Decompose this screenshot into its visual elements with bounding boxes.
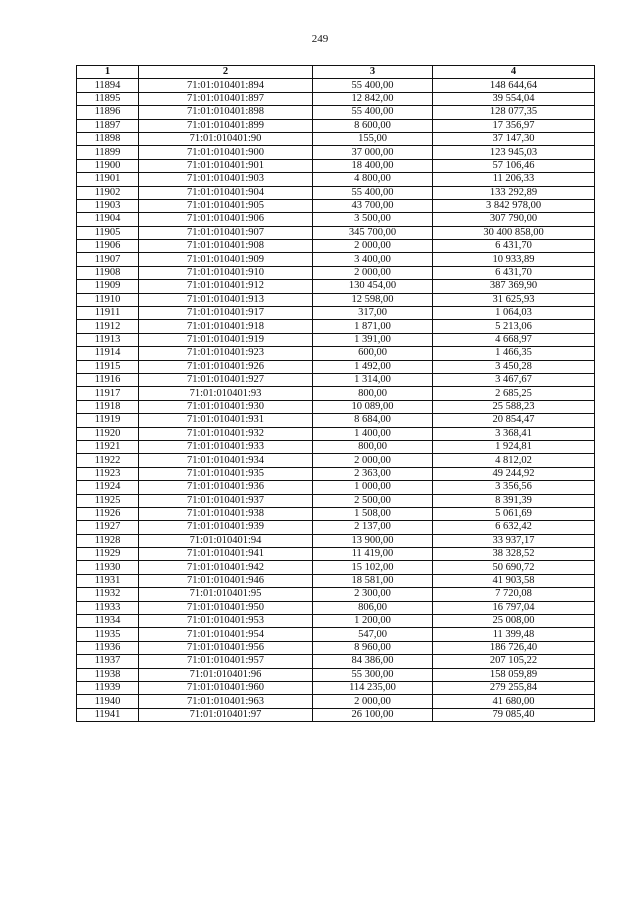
table-row: [77, 92, 595, 105]
row-number-cell: 11897: [77, 119, 139, 132]
area-cell: 1 391,00: [313, 333, 433, 346]
value-cell: 5 213,06: [433, 320, 595, 333]
value-cell: 4 812,02: [433, 454, 595, 467]
column-header: 2: [139, 66, 313, 79]
area-cell: 1 200,00: [313, 615, 433, 628]
row-number-cell: 11906: [77, 240, 139, 253]
area-cell: 18 581,00: [313, 574, 433, 587]
table-row: [77, 360, 595, 373]
area-cell: 15 102,00: [313, 561, 433, 574]
row-number-cell: 11937: [77, 655, 139, 668]
row-number-cell: 11932: [77, 588, 139, 601]
row-number-cell: 11927: [77, 521, 139, 534]
area-cell: 11 419,00: [313, 548, 433, 561]
table-row: [77, 400, 595, 413]
value-cell: 16 797,04: [433, 601, 595, 614]
value-cell: 31 625,93: [433, 293, 595, 306]
cadastral-number-cell: 71:01:010401:941: [139, 548, 313, 561]
table-row: [77, 655, 595, 668]
row-number-cell: 11922: [77, 454, 139, 467]
cadastral-number-cell: 71:01:010401:953: [139, 615, 313, 628]
row-number-cell: 11929: [77, 548, 139, 561]
cadastral-number-cell: 71:01:010401:917: [139, 307, 313, 320]
value-cell: 2 685,25: [433, 387, 595, 400]
row-number-cell: 11914: [77, 347, 139, 360]
cadastral-number-cell: 71:01:010401:898: [139, 106, 313, 119]
table-row: [77, 307, 595, 320]
table-row: [77, 481, 595, 494]
table-row: [77, 521, 595, 534]
area-cell: 84 386,00: [313, 655, 433, 668]
area-cell: 1 492,00: [313, 360, 433, 373]
column-header: 3: [313, 66, 433, 79]
row-number-cell: 11907: [77, 253, 139, 266]
cadastral-number-cell: 71:01:010401:918: [139, 320, 313, 333]
table-row: [77, 440, 595, 453]
cadastral-number-cell: 71:01:010401:956: [139, 641, 313, 654]
row-number-cell: 11935: [77, 628, 139, 641]
table-row: [77, 695, 595, 708]
table-row: [77, 708, 595, 721]
area-cell: 114 235,00: [313, 681, 433, 694]
value-cell: 6 632,42: [433, 521, 595, 534]
cadastral-number-cell: 71:01:010401:897: [139, 92, 313, 105]
area-cell: 2 000,00: [313, 266, 433, 279]
table-row: [77, 173, 595, 186]
table-row: [77, 240, 595, 253]
value-cell: 33 937,17: [433, 534, 595, 547]
row-number-cell: 11910: [77, 293, 139, 306]
area-cell: 8 600,00: [313, 119, 433, 132]
value-cell: 387 369,90: [433, 280, 595, 293]
value-cell: 38 328,52: [433, 548, 595, 561]
table-row: [77, 601, 595, 614]
cadastral-number-cell: 71:01:010401:96: [139, 668, 313, 681]
cadastral-number-cell: 71:01:010401:936: [139, 481, 313, 494]
area-cell: 806,00: [313, 601, 433, 614]
value-cell: 17 356,97: [433, 119, 595, 132]
area-cell: 12 598,00: [313, 293, 433, 306]
cadastral-number-cell: 71:01:010401:97: [139, 708, 313, 721]
row-number-cell: 11909: [77, 280, 139, 293]
cadastral-number-cell: 71:01:010401:960: [139, 681, 313, 694]
value-cell: 8 391,39: [433, 494, 595, 507]
row-number-cell: 11930: [77, 561, 139, 574]
cadastral-number-cell: 71:01:010401:906: [139, 213, 313, 226]
value-cell: 6 431,70: [433, 266, 595, 279]
value-cell: 1 064,03: [433, 307, 595, 320]
table-row: [77, 119, 595, 132]
column-header: 4: [433, 66, 595, 79]
value-cell: 25 588,23: [433, 400, 595, 413]
value-cell: 158 059,89: [433, 668, 595, 681]
cadastral-number-cell: 71:01:010401:942: [139, 561, 313, 574]
area-cell: 1 000,00: [313, 481, 433, 494]
table-row: [77, 199, 595, 212]
area-cell: 8 960,00: [313, 641, 433, 654]
row-number-cell: 11896: [77, 106, 139, 119]
cadastral-number-cell: 71:01:010401:931: [139, 414, 313, 427]
value-cell: 279 255,84: [433, 681, 595, 694]
cadastral-number-cell: 71:01:010401:950: [139, 601, 313, 614]
row-number-cell: 11941: [77, 708, 139, 721]
value-cell: 25 008,00: [433, 615, 595, 628]
table-row: [77, 146, 595, 159]
table-row: [77, 213, 595, 226]
row-number-cell: 11924: [77, 481, 139, 494]
cadastral-number-cell: 71:01:010401:946: [139, 574, 313, 587]
cadastral-number-cell: 71:01:010401:926: [139, 360, 313, 373]
table-row: [77, 253, 595, 266]
row-number-cell: 11899: [77, 146, 139, 159]
table-row: [77, 106, 595, 119]
table-body: [77, 79, 595, 722]
cadastral-number-cell: 71:01:010401:932: [139, 427, 313, 440]
table-header-row: [77, 66, 595, 79]
cadastral-number-cell: 71:01:010401:908: [139, 240, 313, 253]
area-cell: 13 900,00: [313, 534, 433, 547]
row-number-cell: 11919: [77, 414, 139, 427]
row-number-cell: 11900: [77, 159, 139, 172]
table-row: [77, 226, 595, 239]
area-cell: 3 400,00: [313, 253, 433, 266]
area-cell: 2 300,00: [313, 588, 433, 601]
area-cell: 317,00: [313, 307, 433, 320]
row-number-cell: 11923: [77, 467, 139, 480]
value-cell: 57 106,46: [433, 159, 595, 172]
row-number-cell: 11917: [77, 387, 139, 400]
cadastral-number-cell: 71:01:010401:933: [139, 440, 313, 453]
row-number-cell: 11933: [77, 601, 139, 614]
area-cell: 55 400,00: [313, 79, 433, 92]
cadastral-number-cell: 71:01:010401:923: [139, 347, 313, 360]
table-row: [77, 387, 595, 400]
cadastral-number-cell: 71:01:010401:904: [139, 186, 313, 199]
value-cell: 207 105,22: [433, 655, 595, 668]
value-cell: 5 061,69: [433, 507, 595, 520]
value-cell: 7 720,08: [433, 588, 595, 601]
table-row: [77, 588, 595, 601]
cadastral-number-cell: 71:01:010401:957: [139, 655, 313, 668]
value-cell: 41 903,58: [433, 574, 595, 587]
table-row: [77, 628, 595, 641]
row-number-cell: 11911: [77, 307, 139, 320]
row-number-cell: 11928: [77, 534, 139, 547]
area-cell: 2 000,00: [313, 695, 433, 708]
cadastral-number-cell: 71:01:010401:913: [139, 293, 313, 306]
cadastral-number-cell: 71:01:010401:934: [139, 454, 313, 467]
table-row: [77, 507, 595, 520]
area-cell: 1 400,00: [313, 427, 433, 440]
cadastral-number-cell: 71:01:010401:939: [139, 521, 313, 534]
cadastral-number-cell: 71:01:010401:912: [139, 280, 313, 293]
table-row: [77, 561, 595, 574]
table-row: [77, 414, 595, 427]
row-number-cell: 11895: [77, 92, 139, 105]
table-row: [77, 79, 595, 92]
cadastral-number-cell: 71:01:010401:899: [139, 119, 313, 132]
area-cell: 547,00: [313, 628, 433, 641]
area-cell: 37 000,00: [313, 146, 433, 159]
area-cell: 43 700,00: [313, 199, 433, 212]
cadastral-number-cell: 71:01:010401:900: [139, 146, 313, 159]
data-table: [76, 65, 595, 722]
area-cell: 800,00: [313, 440, 433, 453]
area-cell: 55 400,00: [313, 106, 433, 119]
table-row: [77, 641, 595, 654]
value-cell: 3 368,41: [433, 427, 595, 440]
value-cell: 20 854,47: [433, 414, 595, 427]
area-cell: 55 300,00: [313, 668, 433, 681]
table-row: [77, 132, 595, 145]
area-cell: 800,00: [313, 387, 433, 400]
table-row: [77, 668, 595, 681]
cadastral-number-cell: 71:01:010401:94: [139, 534, 313, 547]
cadastral-number-cell: 71:01:010401:930: [139, 400, 313, 413]
cadastral-number-cell: 71:01:010401:919: [139, 333, 313, 346]
row-number-cell: 11918: [77, 400, 139, 413]
area-cell: 2 363,00: [313, 467, 433, 480]
row-number-cell: 11921: [77, 440, 139, 453]
value-cell: 11 206,33: [433, 173, 595, 186]
row-number-cell: 11913: [77, 333, 139, 346]
table-row: [77, 333, 595, 346]
row-number-cell: 11908: [77, 266, 139, 279]
row-number-cell: 11901: [77, 173, 139, 186]
value-cell: 11 399,48: [433, 628, 595, 641]
area-cell: 155,00: [313, 132, 433, 145]
table-row: [77, 427, 595, 440]
table-row: [77, 266, 595, 279]
cadastral-number-cell: 71:01:010401:95: [139, 588, 313, 601]
row-number-cell: 11898: [77, 132, 139, 145]
area-cell: 8 684,00: [313, 414, 433, 427]
cadastral-number-cell: 71:01:010401:909: [139, 253, 313, 266]
table-row: [77, 293, 595, 306]
value-cell: 307 790,00: [433, 213, 595, 226]
row-number-cell: 11939: [77, 681, 139, 694]
area-cell: 4 800,00: [313, 173, 433, 186]
row-number-cell: 11931: [77, 574, 139, 587]
row-number-cell: 11934: [77, 615, 139, 628]
cadastral-number-cell: 71:01:010401:93: [139, 387, 313, 400]
cadastral-number-cell: 71:01:010401:907: [139, 226, 313, 239]
table-row: [77, 347, 595, 360]
table-row: [77, 159, 595, 172]
cadastral-number-cell: 71:01:010401:963: [139, 695, 313, 708]
row-number-cell: 11938: [77, 668, 139, 681]
area-cell: 12 842,00: [313, 92, 433, 105]
value-cell: 41 680,00: [433, 695, 595, 708]
table-row: [77, 320, 595, 333]
table-row: [77, 373, 595, 386]
value-cell: 6 431,70: [433, 240, 595, 253]
cadastral-number-cell: 71:01:010401:954: [139, 628, 313, 641]
cadastral-number-cell: 71:01:010401:90: [139, 132, 313, 145]
area-cell: 600,00: [313, 347, 433, 360]
table-row: [77, 534, 595, 547]
table-row: [77, 574, 595, 587]
table-row: [77, 494, 595, 507]
row-number-cell: 11915: [77, 360, 139, 373]
cadastral-number-cell: 71:01:010401:937: [139, 494, 313, 507]
area-cell: 2 137,00: [313, 521, 433, 534]
table-row: [77, 280, 595, 293]
area-cell: 26 100,00: [313, 708, 433, 721]
value-cell: 39 554,04: [433, 92, 595, 105]
value-cell: 1 466,35: [433, 347, 595, 360]
value-cell: 1 924,81: [433, 440, 595, 453]
value-cell: 50 690,72: [433, 561, 595, 574]
value-cell: 3 467,67: [433, 373, 595, 386]
value-cell: 4 668,97: [433, 333, 595, 346]
cadastral-number-cell: 71:01:010401:905: [139, 199, 313, 212]
area-cell: 55 400,00: [313, 186, 433, 199]
value-cell: 133 292,89: [433, 186, 595, 199]
cadastral-number-cell: 71:01:010401:938: [139, 507, 313, 520]
row-number-cell: 11902: [77, 186, 139, 199]
cadastral-number-cell: 71:01:010401:901: [139, 159, 313, 172]
row-number-cell: 11903: [77, 199, 139, 212]
value-cell: 3 842 978,00: [433, 199, 595, 212]
column-header: 1: [77, 66, 139, 79]
area-cell: 18 400,00: [313, 159, 433, 172]
value-cell: 10 933,89: [433, 253, 595, 266]
value-cell: 128 077,35: [433, 106, 595, 119]
cadastral-number-cell: 71:01:010401:910: [139, 266, 313, 279]
row-number-cell: 11925: [77, 494, 139, 507]
area-cell: 345 700,00: [313, 226, 433, 239]
cadastral-number-cell: 71:01:010401:927: [139, 373, 313, 386]
page-number: 249: [311, 33, 329, 45]
area-cell: 1 508,00: [313, 507, 433, 520]
row-number-cell: 11940: [77, 695, 139, 708]
value-cell: 3 356,56: [433, 481, 595, 494]
value-cell: 148 644,64: [433, 79, 595, 92]
table-row: [77, 681, 595, 694]
area-cell: 2 500,00: [313, 494, 433, 507]
area-cell: 2 000,00: [313, 240, 433, 253]
row-number-cell: 11926: [77, 507, 139, 520]
cadastral-number-cell: 71:01:010401:935: [139, 467, 313, 480]
area-cell: 2 000,00: [313, 454, 433, 467]
table-row: [77, 454, 595, 467]
value-cell: 37 147,30: [433, 132, 595, 145]
row-number-cell: 11912: [77, 320, 139, 333]
value-cell: 123 945,03: [433, 146, 595, 159]
row-number-cell: 11920: [77, 427, 139, 440]
area-cell: 1 314,00: [313, 373, 433, 386]
value-cell: 3 450,28: [433, 360, 595, 373]
area-cell: 3 500,00: [313, 213, 433, 226]
area-cell: 1 871,00: [313, 320, 433, 333]
table-row: [77, 548, 595, 561]
value-cell: 79 085,40: [433, 708, 595, 721]
row-number-cell: 11916: [77, 373, 139, 386]
area-cell: 10 089,00: [313, 400, 433, 413]
cadastral-number-cell: 71:01:010401:894: [139, 79, 313, 92]
value-cell: 186 726,40: [433, 641, 595, 654]
row-number-cell: 11894: [77, 79, 139, 92]
table-row: [77, 467, 595, 480]
value-cell: 30 400 858,00: [433, 226, 595, 239]
row-number-cell: 11904: [77, 213, 139, 226]
value-cell: 49 244,92: [433, 467, 595, 480]
table-row: [77, 615, 595, 628]
table-row: [77, 186, 595, 199]
cadastral-number-cell: 71:01:010401:903: [139, 173, 313, 186]
area-cell: 130 454,00: [313, 280, 433, 293]
row-number-cell: 11936: [77, 641, 139, 654]
row-number-cell: 11905: [77, 226, 139, 239]
